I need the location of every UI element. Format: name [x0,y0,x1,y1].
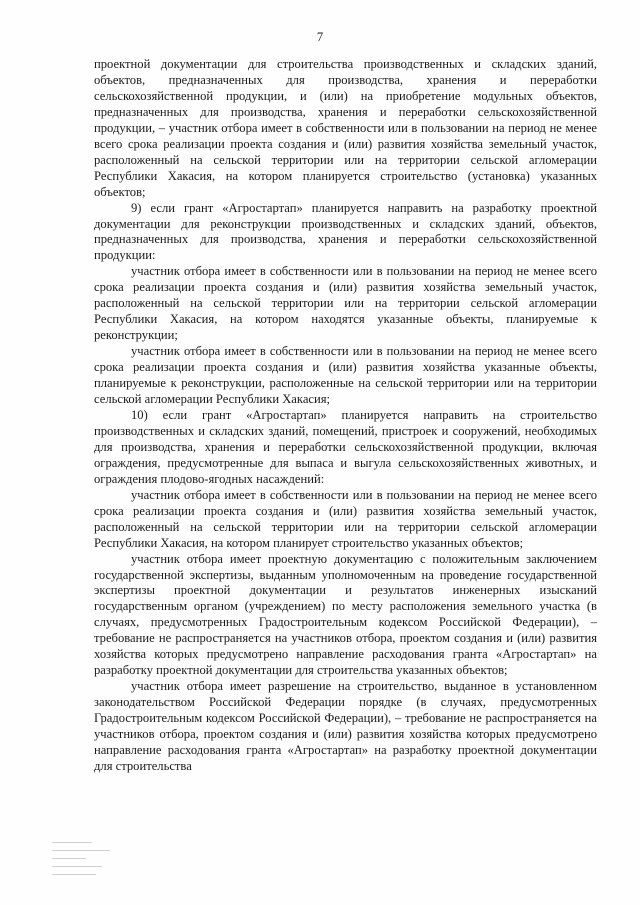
paragraph-1-continuation: проектной документации для строительства производственных и складских зданий, объектов, предназначенных для производства, хранения и переработки сельскохозяйственной продукции, и (или) на приобретение модульных объектов, предназначенных для производства, хранения и переработки сельскохозяйственной продукции, – участник отбора имеет в собственности или в пользовании на период не менее всего срока реализации проекта создания и (или) развития хозяйства земельный участок, расположенный на сельской территории или на территории сельской агломерации Республики Хакасия, на котором планируется строительство (установка) указанных объектов; [94,57,597,199]
paragraph-item-9: 9) если грант «Агростартап» планируется направить на разработку проектной документации для реконструкции производственных и складских зданий, объектов, предназначенных для производства, хранения и переработки сельскохозяйственной продукции: [94,200,597,263]
paragraph-item-9-land: участник отбора имеет в собственности или в пользовании на период не менее всего срока реализации проекта создания и (или) развития хозяйства земельный участок, расположенный на сельской территории или на территории сельской агломерации Республики Хакасия, на котором находятся указанные объекты, планируемые к реконструкции; [94,264,597,343]
paragraph-item-10-land: участник отбора имеет в собственности или в пользовании на период не менее всего срока реализации проекта создания и (или) развития хозяйства земельный участок, расположенный на сельской территории или на территории сельской агломерации Республики Хакасия, на котором планирует строительство указанных объектов; [94,487,597,550]
paragraph-item-10: 10) если грант «Агростартап» планируется направить на строительство производственных и складских зданий, помещений, пристроек и сооружений, необходимых для производства, хранения и переработки сельскохозяйственной продукции, включая ограждения, предусмотренные для выпаса и выгула сельскохозяйственных животных, и ограждения плодово-ягодных насаждений: [94,407,597,486]
scan-bleed-through [52,842,122,897]
page-number: 7 [316,30,324,44]
body-text [94,57,597,775]
paragraph-item-9-objects: участник отбора имеет в собственности или в пользовании на период не менее всего срока реализации проекта создания и (или) развития хозяйства указанные объекты, планируемые к реконструкции, расположенные на сельской территории или на территории сельской агломерации Республики Хакасия; [94,344,597,407]
paragraph-item-10-project-docs: участник отбора имеет проектную документацию с положительным заключением государственной экспертизы, выданным уполномоченным на проведение государственной экспертизы проектной документации и результатов инженерных изысканий государственным органом (учреждением) по месту расположения земельного участка (в случаях, предусмотренных Градостроительным кодексом Российской Федерации), – требование не распространяется на участников отбора, проектом создания и (или) развития хозяйства которых предусмотрено направление расходования гранта «Агростартап» на разработку проектной документации для строительства указанных объектов; [94,551,597,678]
paragraph-item-10-permit: участник отбора имеет разрешение на строительство, выданное в установленном законодательством Российской Федерации порядке (в случаях, предусмотренных Градостроительным кодексом Российской Федерации), – требование не распространяется на участников отбора, проектом создания и (или) развития хозяйства которых предусмотрено направление расходования гранта «Агростартап» на разработку проектной документации для строительства [94,679,597,773]
